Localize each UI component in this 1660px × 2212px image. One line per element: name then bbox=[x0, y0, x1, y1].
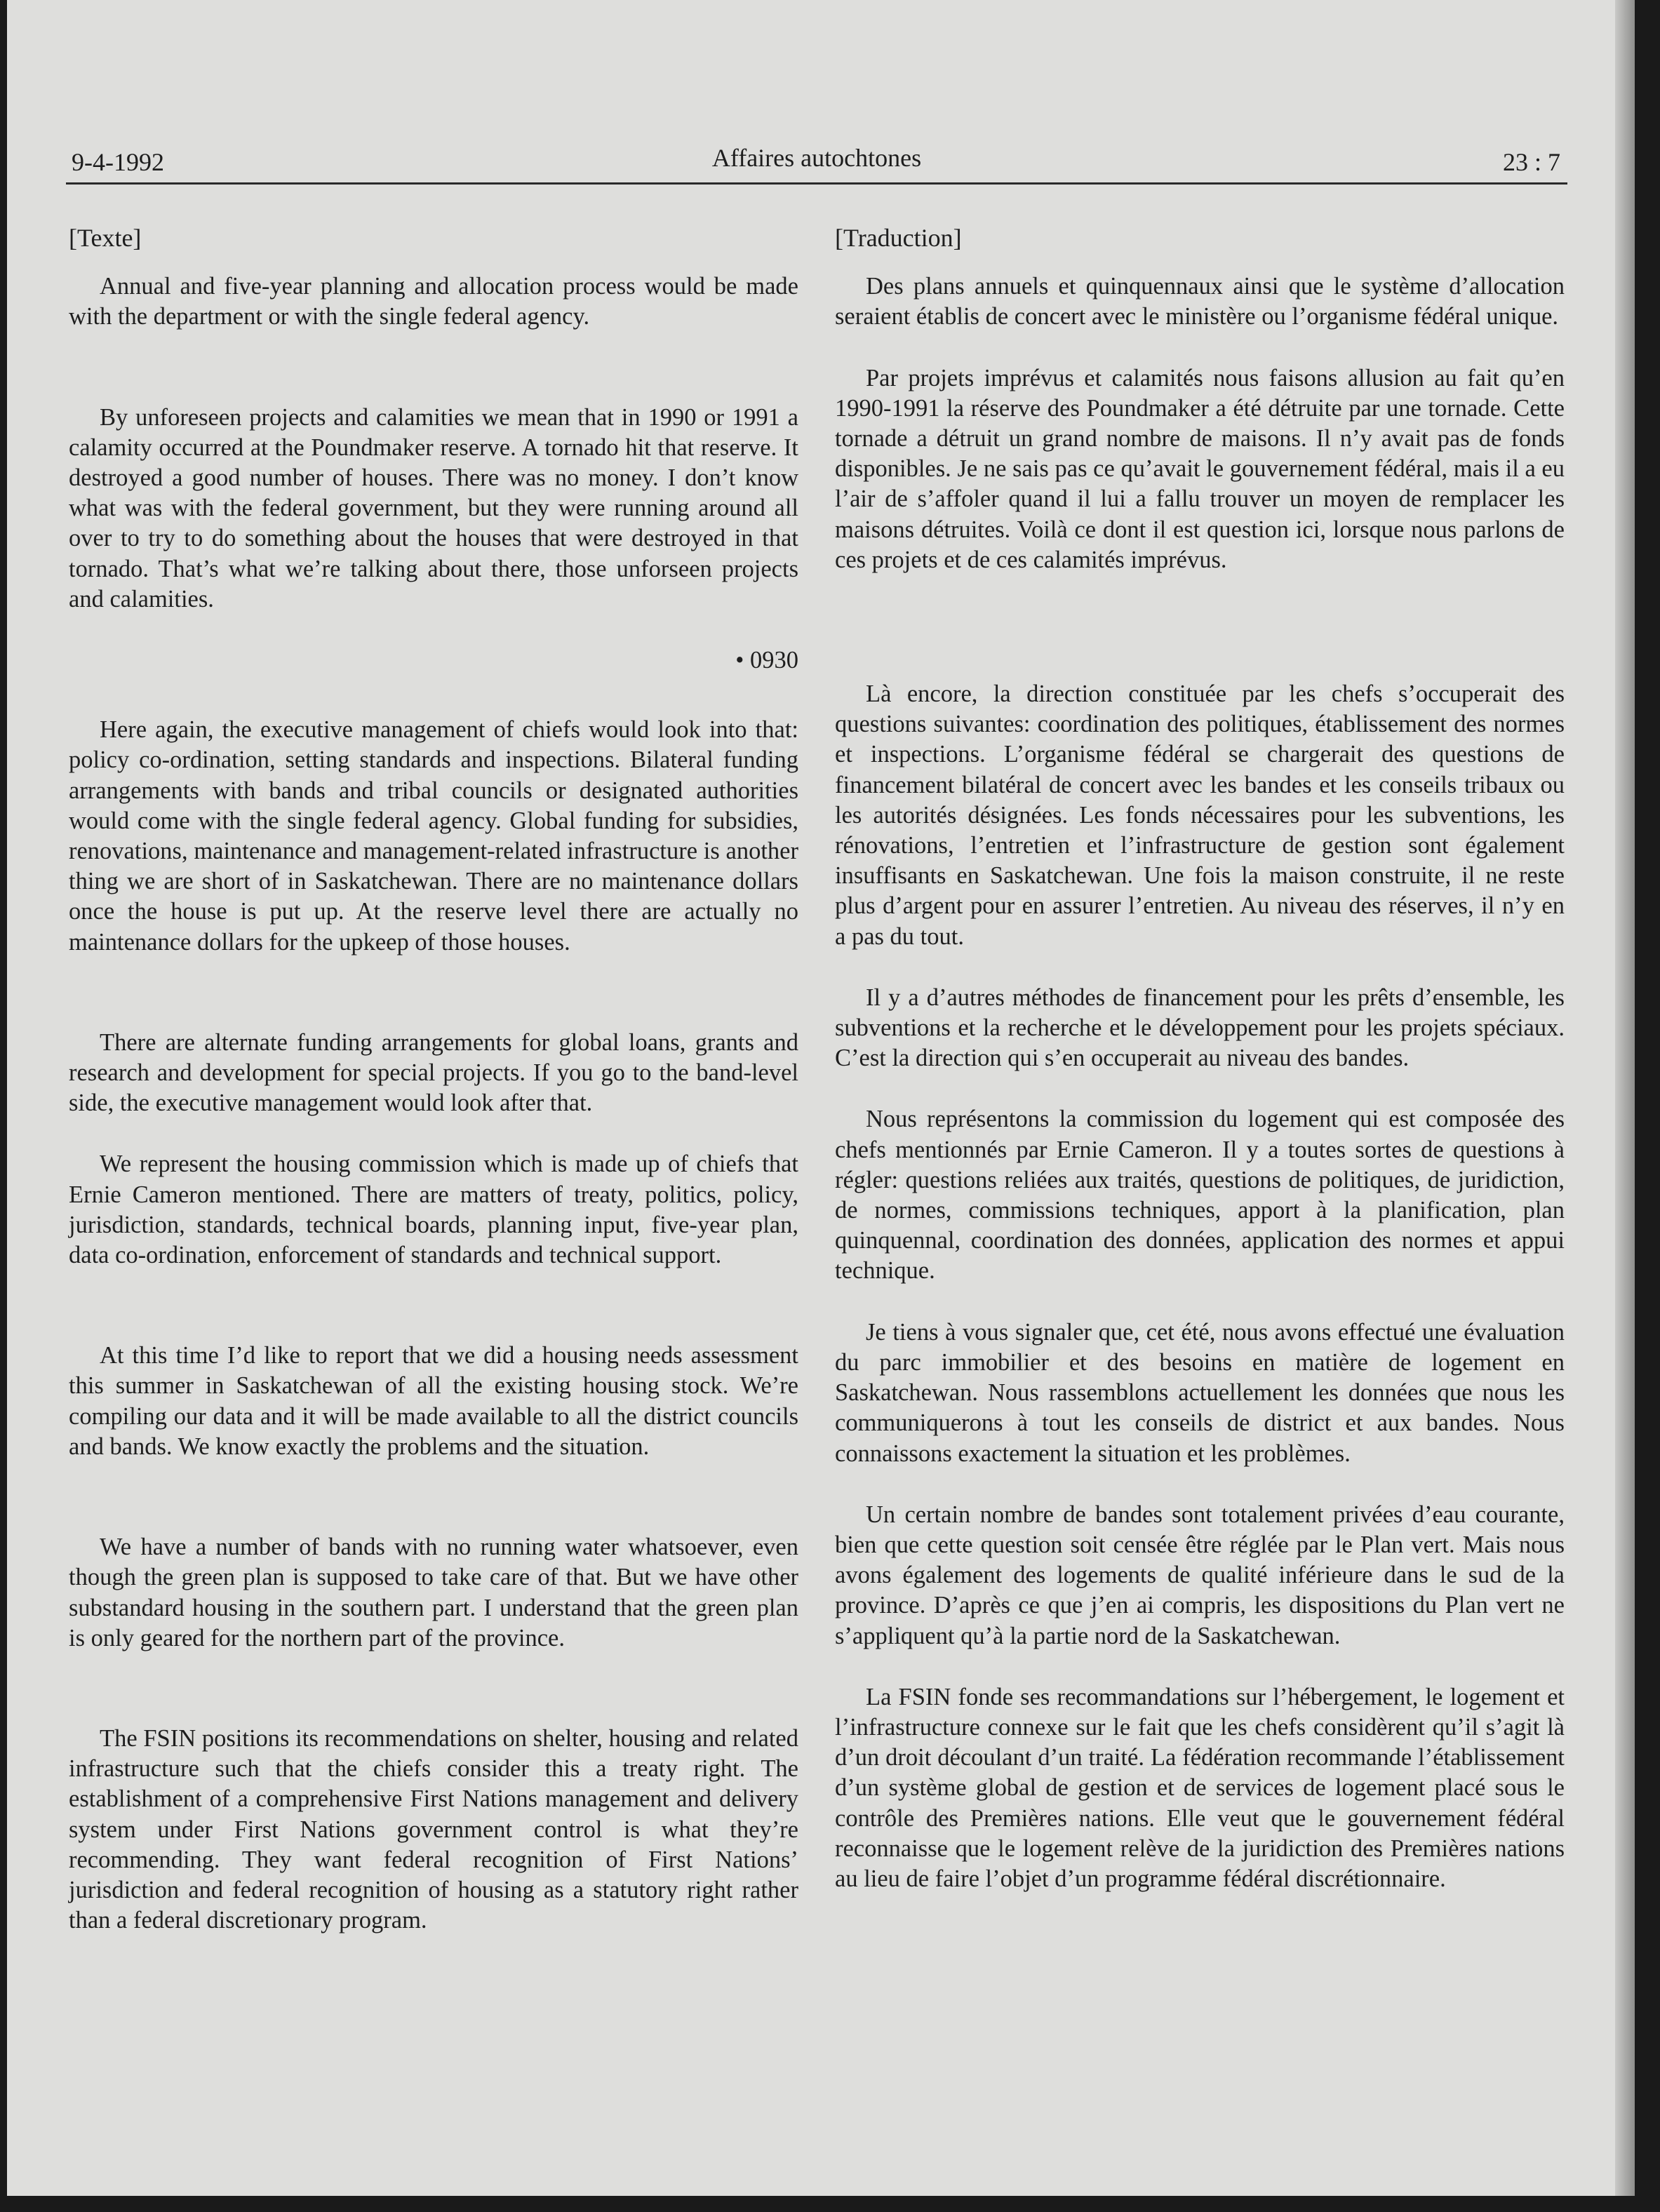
paragraph: Là encore, la direction constituée par les chefs s’occuperait des questions suivantes: coordination des politiques, établissement des normes et inspections. L’organisme fédéral se chargerait des questions de financement bilatéral de concert avec les bandes et les conseils tribaux ou les autorités désignées. Les fonds nécessaires pour les subventions, les rénovations, l’entretien et l’infrastructure de gestion sont également insuffisants en Saskatchewan. Une fois la maison construite, il ne reste plus d’argent pour en assurer l’entretien. Au niveau des réserves, il n’y en a pas du tout. bbox=[835, 681, 1565, 950]
paragraph: By unforeseen projects and calamities we mean that in 1990 or 1991 a calamity occurred at the Poundmaker reserve. A tornado hit that reserve. It destroyed a good number of houses. There was no money. I don’t know what was with the federal government, but they were running around all over to try to do something about the houses that were destroyed in that tornado. That’s what we’re talking about there, those unforseen projects and calamities. bbox=[69, 403, 798, 612]
paragraph: Je tiens à vous signaler que, cet été, nous avons effectué une évaluation du parc immobilier et des besoins en matière de logement en Saskatchewan. Nous rassemblons actuellement les données que nous les communiquerons à tout les conseils de district et aux bandes. Nous connaissons exactement la situation et les problèmes. bbox=[835, 1318, 1565, 1467]
english-column bbox=[69, 223, 798, 1966]
french-column bbox=[835, 223, 1565, 1925]
paragraph: Par projets imprévus et calamités nous faisons allusion au fait qu’en 1990-1991 la réserve des Poundmaker a été détruite par une tornade. Cette tornade a détruit un grand nombre de maisons. Il n’y avait pas de fonds disponibles. Je ne sais pas ce qu’avait le gouvernement fédéral, mais il a eu l’air de s’affoler quand il lui a fallu trouver un moyen de remplacer les maisons détruites. Voilà ce dont il est question ici, lorsque nous parlons de ces projets et de ces calamités imprévus. bbox=[835, 364, 1565, 573]
paragraph: Here again, the executive management of chiefs would look into that: policy co-ordination, setting standards and inspections. Bilateral funding arrangements with bands and tribal councils or designated authorities would come with the single federal agency. Global funding for subsidies, renovations, maintenance and management-related infrastructure is another thing we are short of in Saskatchewan. There are no maintenance dollars once the house is put up. At the reserve level there are actually no maintenance dollars for the upkeep of those houses. bbox=[69, 716, 798, 956]
paragraph: Annual and five-year planning and allocation process would be made with the department or with the single federal agency. bbox=[69, 273, 798, 330]
document-page bbox=[7, 0, 1635, 2196]
paragraph: There are alternate funding arrangements for global loans, grants and research and development for special projects. If you go to the band-level side, the executive management would look after that. bbox=[69, 1028, 798, 1117]
paragraph: Un certain nombre de bandes sont totalement privées d’eau courante, bien que cette question soit censée être réglée par le Plan vert. Mais nous avons également des logements de qualité inférieure dans le sud de la province. D’après ce que j’en ai compris, les dispositions du Plan vert ne s’appliquent qu’à la partie nord de la Saskatchewan. bbox=[835, 1501, 1565, 1649]
header-date: 9-4-1992 bbox=[72, 148, 164, 176]
paragraph: We represent the housing commission which is made up of chiefs that Ernie Cameron mentioned. There are matters of treaty, politics, policy, jurisdiction, standards, technical boards, planning input, five-year plan, data co-ordination, enforcement of standards and technical support. bbox=[69, 1151, 798, 1269]
book-spine-edge bbox=[1615, 0, 1635, 2196]
time-marker: • 0930 bbox=[735, 647, 798, 674]
paragraph: Il y a d’autres méthodes de financement pour les prêts d’ensemble, les subventions et la recherche et le développement pour les projets spéciaux. C’est la direction qui s’en occuperait au niveau des bandes. bbox=[835, 984, 1565, 1072]
paragraph: The FSIN positions its recommendations on shelter, housing and related infrastructure such that the chiefs consider this a treaty right. The establishment of a comprehensive First Nations management and delivery system under First Nations government control is what they’re recommending. They want federal recognition of First Nations’ jurisdiction and federal recognition of housing as a statutory right rather than a federal discretionary program. bbox=[69, 1724, 798, 1934]
header-page-number: 23 : 7 bbox=[1502, 148, 1560, 176]
paragraph: At this time I’d like to report that we did a housing needs assessment this summer in Saskatchewan of all the existing housing stock. We’re compiling our data and it will be made available to all the district councils and bands. We know exactly the problems and the situation. bbox=[69, 1342, 798, 1460]
paragraph: Des plans annuels et quinquennaux ainsi que le système d’allocation seraient établis de concert avec le ministère ou l’organisme fédéral unique. bbox=[835, 273, 1565, 330]
running-header bbox=[66, 136, 1567, 185]
column-label: [Traduction] bbox=[835, 224, 962, 252]
column-label: [Texte] bbox=[69, 224, 142, 252]
paragraph: La FSIN fonde ses recommandations sur l’hébergement, le logement et l’infrastructure connexe sur le fait que les chefs considèrent qu’il s’agit là d’un droit découlant d’un traité. La fédération recommande l’établissement d’un système global de gestion et de services de logement placé sous le contrôle des Premières nations. Elle veut que le gouvernement fédéral reconnaisse que le logement relève de la juridiction des Premières nations au lieu de faire l’objet d’un programme fédéral discrétionnaire. bbox=[835, 1683, 1565, 1892]
paragraph: We have a number of bands with no running water whatsoever, even though the green plan is supposed to take care of that. But we have other substandard housing in the southern part. I understand that the green plan is only geared for the northern part of the province. bbox=[69, 1534, 798, 1651]
header-title: Affaires autochtones bbox=[711, 144, 922, 172]
paragraph: Nous représentons la commission du logement qui est composée des chefs mentionnés par Ernie Cameron. Il y a toutes sortes de questions à régler: questions reliées aux traités, questions de politiques, de juridiction, de normes, commissions techniques, apport à la planification, plan quinquennal, coordination des données, application des normes et appui technique. bbox=[835, 1106, 1565, 1285]
